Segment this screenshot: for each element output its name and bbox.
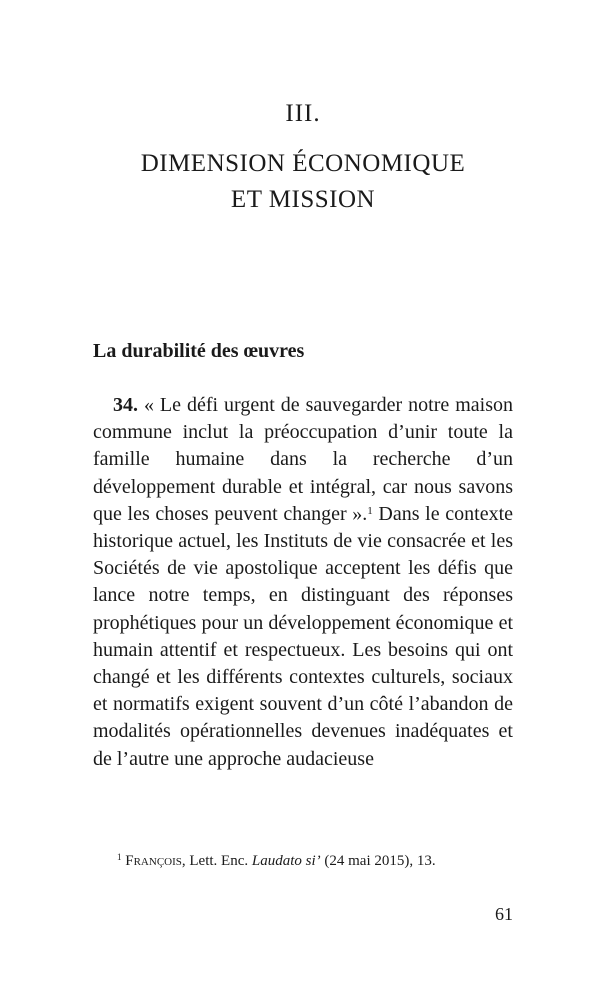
footnote-text-after: (24 mai 2015), 13.	[320, 853, 436, 869]
footnote-work-title: Laudato si’	[251, 853, 321, 869]
section-heading: La durabilité des œuvres	[93, 340, 305, 362]
paragraph-number: 34.	[113, 394, 138, 416]
footnote-reference[interactable]: 1	[367, 504, 373, 517]
chapter-title-line-2: ET MISSION	[230, 186, 376, 213]
paragraph-text-part-2: Dans le contexte historique actuel, les Instituts de vie consacrée et les Sociétés de vie apostolique acceptent les défis que lance notre temps, en distinguant des réponses prophétiques pour un développement économique et humain attentif et respectueux. Les besoins qui ont changé et les différents contextes culturels, sociaux et normatifs exigent souvent d’un côté l’abandon de modalités opérationnelles devenues inadéquates et de l’autre une approche audacieuse	[93, 502, 514, 770]
footnote-mark: 1	[117, 852, 122, 862]
footnote-text-before: , Lett. Enc.	[181, 853, 252, 869]
chapter-title	[0, 146, 606, 218]
chapter-title-line-1: DIMENSION ÉCONOMIQUE	[140, 150, 466, 177]
chapter-number: III.	[285, 100, 321, 127]
page-number: 61	[495, 904, 513, 924]
footnote-author: François	[125, 853, 182, 869]
footnote	[117, 852, 517, 870]
paragraph-text-part-1: « Le défi urgent de sauvegarder notre maison commune inclut la préoccupation d’unir toute la famille humaine dans la recherche d’un développement durable et intégral, car nous savons que les choses peuvent changer ».	[93, 394, 513, 525]
body-paragraph	[93, 392, 513, 773]
